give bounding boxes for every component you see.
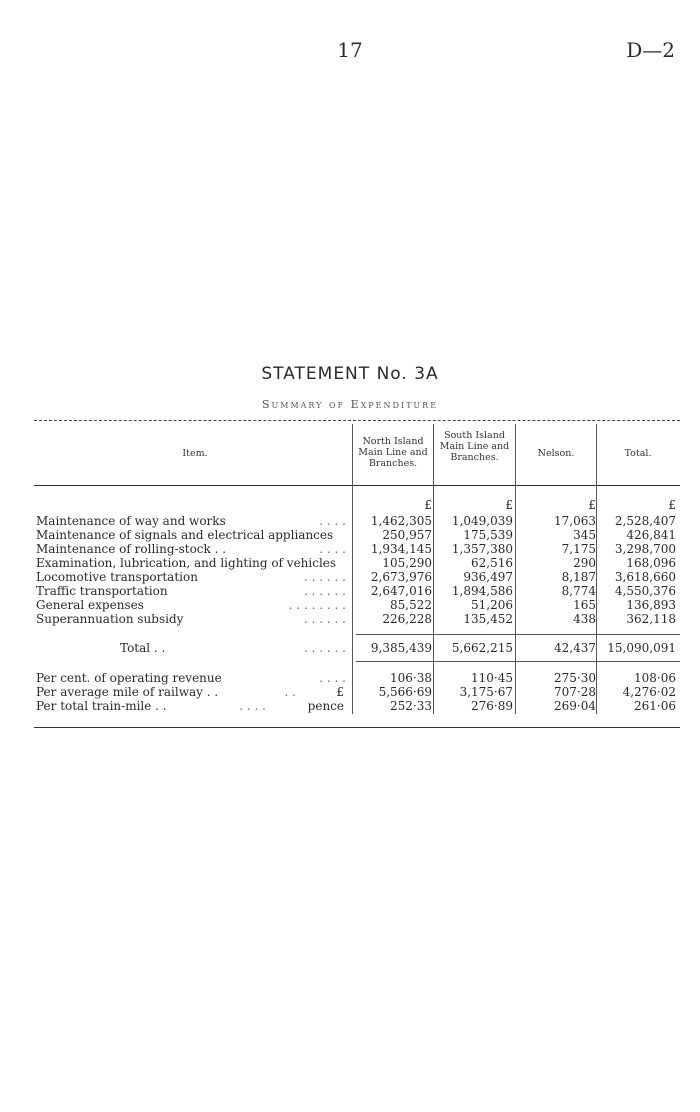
table-row	[0, 570, 700, 584]
nelson-value: 707·28	[554, 685, 596, 699]
statement-title: STATEMENT No. 3A	[261, 364, 439, 384]
north-value: 105,290	[382, 556, 432, 570]
total-value: 3,298,700	[614, 542, 676, 556]
row-label: Locomotive transportation	[36, 570, 198, 584]
total-value: 108·06	[634, 671, 676, 685]
currency-symbol: £	[588, 498, 596, 512]
stat-row	[0, 699, 700, 713]
row-label: Maintenance of way and works	[36, 514, 226, 528]
table-row	[0, 612, 700, 626]
total-label: Total . .	[120, 641, 166, 655]
total-row	[0, 641, 700, 655]
nelson-value: 345	[573, 528, 596, 542]
south-value: 1,049,039	[451, 514, 513, 528]
table-top-rule	[34, 420, 680, 421]
unit-label: pence	[307, 699, 344, 713]
south-value: 3,175·67	[459, 685, 513, 699]
document-reference: D—2	[626, 38, 675, 62]
nelson-value: 165	[573, 598, 596, 612]
total-value: 426,841	[626, 528, 676, 542]
dot-leader: . . . .	[239, 699, 266, 713]
total-rule	[356, 661, 680, 662]
total-value: 3,618,660	[614, 570, 676, 584]
north-value: 5,566·69	[378, 685, 432, 699]
north-value: 226,228	[382, 612, 432, 626]
currency-symbol: £	[424, 498, 432, 512]
subtotal-rule	[356, 634, 680, 635]
south-value: 135,452	[463, 612, 513, 626]
dot-leader: . . . . . .	[304, 584, 346, 598]
row-label: Per average mile of railway . .	[36, 685, 219, 699]
row-label: Maintenance of rolling-stock . .	[36, 542, 227, 556]
north-value: 1,462,305	[370, 514, 432, 528]
south-value: 1,357,380	[451, 542, 513, 556]
header-bottom-rule	[34, 485, 680, 486]
table-row	[0, 528, 700, 542]
table-row	[0, 514, 700, 528]
column-header-item: Item.	[182, 448, 208, 459]
row-label: Traffic transportation	[36, 584, 168, 598]
total-value: 261·06	[634, 699, 676, 713]
stat-row	[0, 685, 700, 699]
table-bottom-rule	[34, 727, 680, 728]
page-number: 17	[337, 38, 363, 62]
row-label: Examination, lubrication, and lighting of vehicles	[36, 556, 337, 570]
north-value: 85,522	[390, 598, 432, 612]
south-value: 936,497	[463, 570, 513, 584]
statement-subtitle: Summary of Expenditure	[261, 398, 439, 411]
north-value: 2,673,976	[370, 570, 432, 584]
nelson-value: 8,774	[561, 584, 596, 598]
stat-row	[0, 671, 700, 685]
north-value: 2,647,016	[370, 584, 432, 598]
north-value: 252·33	[390, 699, 432, 713]
column-header-nelson: Nelson.	[537, 448, 575, 459]
grand-total: 15,090,091	[607, 641, 676, 655]
nelson-value: 8,187	[561, 570, 596, 584]
column-header-total: Total.	[624, 448, 652, 459]
total-value: 4,550,376	[614, 584, 676, 598]
south-value: 51,206	[471, 598, 513, 612]
currency-row	[0, 498, 700, 512]
south-value: 62,516	[471, 556, 513, 570]
nelson-value: 438	[573, 612, 596, 626]
table-row	[0, 584, 700, 598]
row-label: Per cent. of operating revenue	[36, 671, 222, 685]
south-total: 5,662,215	[451, 641, 513, 655]
row-label: Maintenance of signals and electrical appliances	[36, 528, 334, 542]
south-value: 175,539	[463, 528, 513, 542]
dot-leader: . .	[284, 685, 296, 699]
south-value: 1,894,586	[451, 584, 513, 598]
nelson-value: 17,063	[554, 514, 596, 528]
north-value: 250,957	[382, 528, 432, 542]
dot-leader: . . . . . .	[304, 570, 346, 584]
column-header-south: South Island Main Line and Branches.	[439, 430, 510, 463]
unit-label: £	[336, 685, 344, 699]
north-value: 106·38	[390, 671, 432, 685]
row-label: General expenses	[36, 598, 144, 612]
table-row	[0, 556, 700, 570]
total-value: 2,528,407	[614, 514, 676, 528]
nelson-value: 7,175	[561, 542, 596, 556]
south-value: 276·89	[471, 699, 513, 713]
dot-leader: . . . . . .	[304, 641, 346, 655]
total-value: 4,276·02	[622, 685, 676, 699]
table-row	[0, 598, 700, 612]
nelson-value: 275·30	[554, 671, 596, 685]
column-header-north: North Island Main Line and Branches.	[358, 436, 428, 469]
dot-leader: . . . . . . . .	[288, 598, 346, 612]
currency-symbol: £	[668, 498, 676, 512]
row-label: Per total train-mile . .	[36, 699, 167, 713]
dot-leader: . . . .	[319, 671, 346, 685]
total-value: 136,893	[626, 598, 676, 612]
dot-leader: . . . . . .	[304, 612, 346, 626]
south-value: 110·45	[471, 671, 513, 685]
north-value: 1,934,145	[370, 542, 432, 556]
row-label: Superannuation subsidy	[36, 612, 184, 626]
table-row	[0, 542, 700, 556]
total-value: 168,096	[626, 556, 676, 570]
north-total: 9,385,439	[370, 641, 432, 655]
nelson-value: 269·04	[554, 699, 596, 713]
nelson-total: 42,437	[554, 641, 596, 655]
currency-symbol: £	[505, 498, 513, 512]
dot-leader: . . . .	[319, 542, 346, 556]
total-value: 362,118	[626, 612, 676, 626]
dot-leader: . . . .	[319, 514, 346, 528]
nelson-value: 290	[573, 556, 596, 570]
